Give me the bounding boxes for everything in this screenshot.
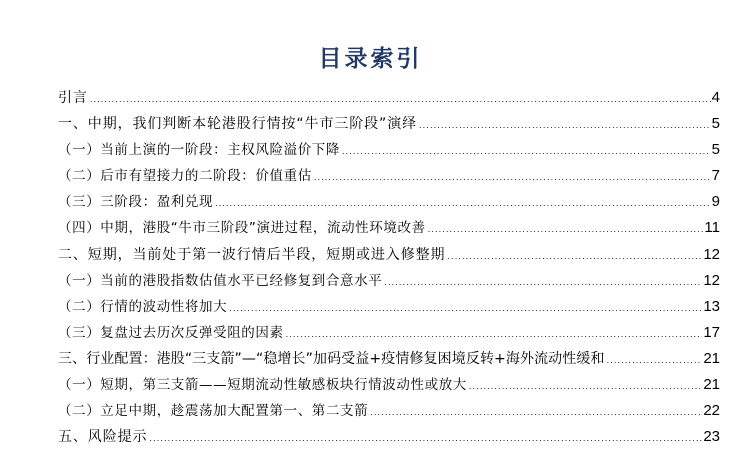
- toc-entry-text: （一）当前上演的一阶段：主权风险溢价下降: [58, 142, 340, 159]
- toc-entry[interactable]: [58, 111, 720, 137]
- toc-entry[interactable]: [58, 189, 720, 215]
- toc-leader-dots: [447, 244, 702, 270]
- toc-entry-text: （一）当前的港股指数估值水平已经修复到合意水平: [58, 272, 383, 289]
- toc-page-number: 17: [703, 323, 720, 341]
- toc-entry[interactable]: [58, 137, 720, 163]
- toc-entry[interactable]: [58, 85, 720, 111]
- toc-leader-dots: [314, 165, 711, 191]
- toc-entry-text: （三）三阶段：盈利兑现: [58, 194, 214, 211]
- toc-page-number: 13: [703, 297, 720, 315]
- toc-entry-text: （三）复盘过去历次反弹受阻的因素: [58, 324, 284, 341]
- page-title: 目录索引: [318, 45, 423, 72]
- toc-leader-dots: [384, 270, 702, 296]
- toc-leader-dots: [419, 113, 711, 139]
- toc-entry[interactable]: [58, 242, 720, 268]
- toc-entry[interactable]: [58, 215, 720, 241]
- toc-entry[interactable]: [58, 372, 720, 398]
- toc-entry-text: （二）立足中期，趁震荡加大配置第一、第二支箭: [58, 403, 369, 420]
- toc-page-number: 21: [703, 376, 720, 394]
- toc-page-number: 9: [711, 193, 720, 211]
- toc-page-number: 4: [711, 89, 720, 106]
- toc-page-number: 23: [703, 428, 720, 446]
- toc-leader-dots: [342, 139, 711, 165]
- toc-page-number: 12: [703, 245, 720, 263]
- toc-entry-text: （二）行情的波动性将加大: [58, 298, 228, 315]
- toc-entry-text: 二、短期，当前处于第一波行情后半段，短期或进入修整期: [58, 246, 446, 263]
- toc-leader-dots: [149, 426, 702, 452]
- toc-leader-dots: [607, 348, 703, 374]
- toc-leader-dots: [286, 322, 703, 348]
- toc-entry[interactable]: [58, 320, 720, 346]
- toc-page-number: 22: [703, 402, 720, 420]
- toc-entry[interactable]: [58, 346, 720, 372]
- toc-page-number: 5: [711, 141, 720, 159]
- toc-entry[interactable]: [58, 163, 720, 189]
- toc-page-number: 12: [703, 271, 720, 289]
- toc-leader-dots: [215, 191, 711, 217]
- toc-entry-text: 引言: [58, 90, 88, 106]
- toc-entry-text: 三、行业配置：港股“三支箭”—“稳增长”加码受益+疫情修复困境反转+海外流动性缓和: [58, 350, 605, 367]
- toc-entry[interactable]: [58, 294, 720, 320]
- toc-entry-text: （四）中期，港股“牛市三阶段”演进过程，流动性环境改善: [58, 220, 426, 237]
- toc-leader-dots: [428, 217, 704, 243]
- toc-page-number: 21: [703, 349, 720, 367]
- toc-entry-text: （一）短期，第三支箭——短期流动性敏感板块行情波动性或放大: [58, 377, 467, 394]
- toc-leader-dots: [229, 296, 702, 322]
- toc-entry-text: 五、风险提示: [58, 429, 148, 446]
- toc-entry-text: （二）后市有望接力的二阶段：价值重估: [58, 168, 312, 185]
- toc-entry-text: 一、中期，我们判断本轮港股行情按“牛市三阶段”演绎: [58, 116, 418, 133]
- toc-entry[interactable]: [58, 268, 720, 294]
- toc-entry[interactable]: [58, 398, 720, 424]
- toc-page-number: 7: [711, 167, 720, 185]
- table-of-contents: [58, 85, 720, 450]
- toc-leader-dots: [90, 87, 711, 113]
- toc-page-number: 11: [704, 219, 720, 237]
- toc-leader-dots: [370, 400, 702, 426]
- toc-leader-dots: [469, 374, 702, 400]
- toc-page-number: 5: [711, 115, 720, 133]
- toc-entry[interactable]: [58, 424, 720, 450]
